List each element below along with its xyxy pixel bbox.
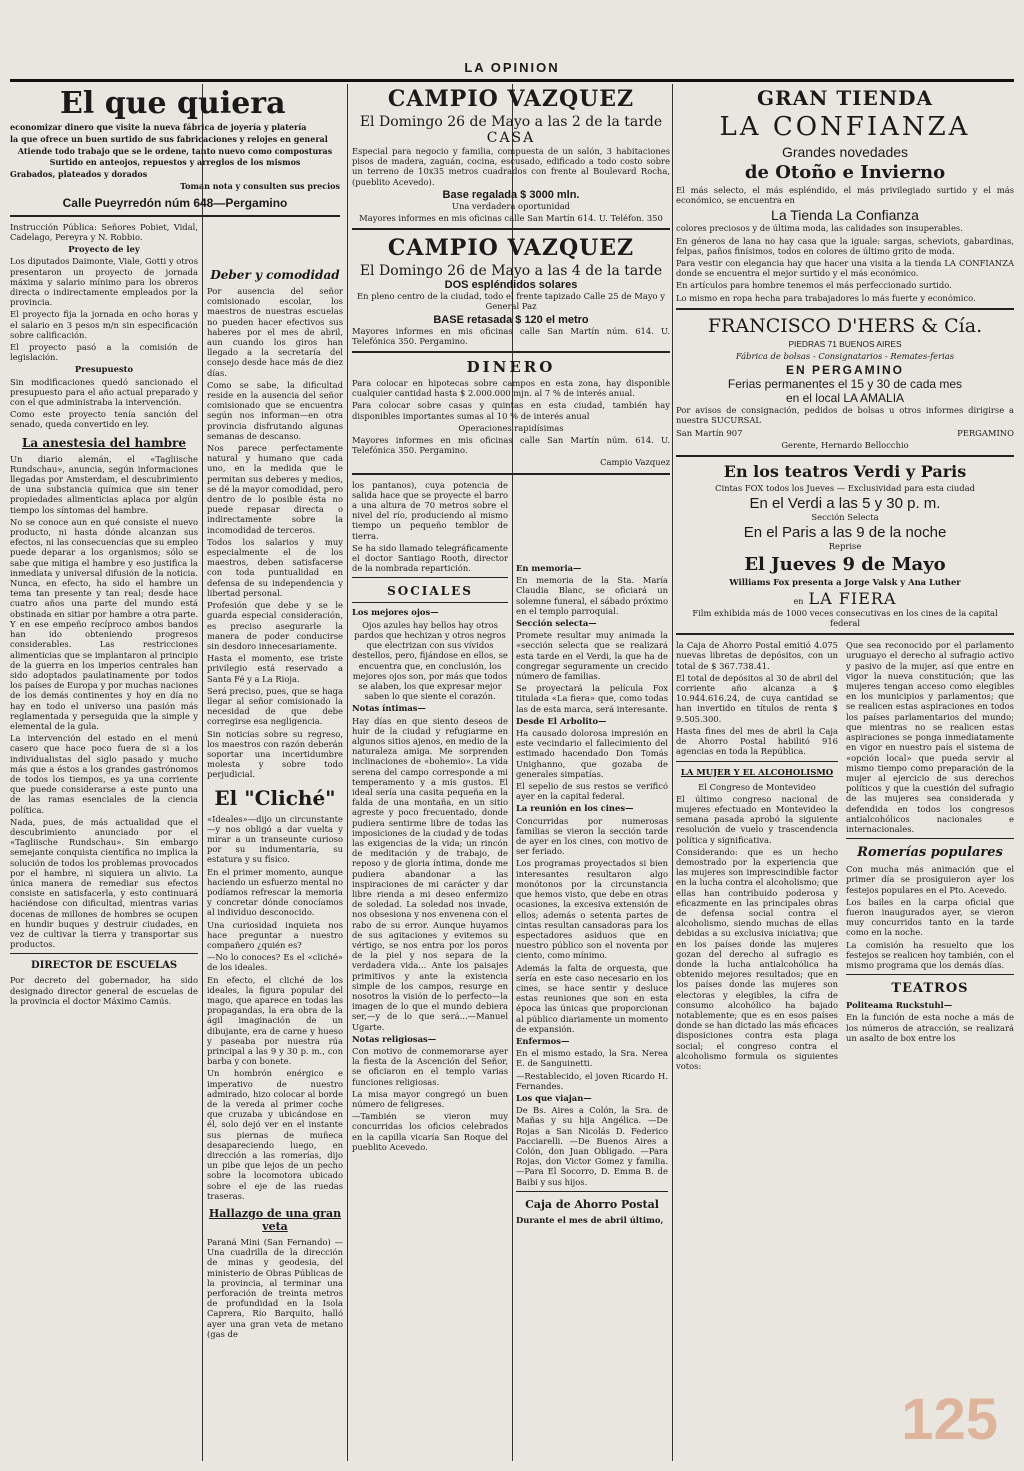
- article-text: Promete resultar muy animada la «sección selecta que se realizará esta tarde en el Verdi, la que ha de congregar seguramente un crecido número de familias.: [516, 630, 668, 682]
- article-text: Se ha sido llamado telegráficamente el doctor Santiago Rooth, director de la nombrada repartición.: [352, 542, 508, 574]
- ad-text: Mayores informes en mis oficinas calle San Martín 614. U. Teléfon. 350: [359, 213, 663, 224]
- divider: [846, 974, 1014, 975]
- subheading: El Congreso de Montevideo: [698, 781, 816, 792]
- jewelry-ad: [10, 86, 340, 210]
- article-text: Un hombrón enérgico e imperativo de nuestro admirado, hizo colocar al borde de la vereda al primer coche que cruzaba y ubicándose en él, solo dejó ver en el instante sus piernas de muñeca desapareciendo luego, en dirección a las romerías, dijo un pibe que lejos de un pecho sobre la locomotora ubicado sobre el eje de las ruedas traseras.: [207, 1068, 343, 1201]
- article-text: «Ideales»—dijo un circunstante—y nos obligó a dar vuelta y mirar a un transeunte curioso por su indumentaria, su estatura y su físico.: [207, 813, 343, 865]
- ad-subtitle: CASA: [486, 130, 536, 146]
- subheading: Sección selecta—: [516, 618, 597, 629]
- article-text: En el primer momento, aunque haciendo un esfuerzo mental no podíamos refrescar la memoria y concretar dónde conocíamos al individuo desconocido.: [207, 866, 343, 918]
- divider: [352, 577, 508, 578]
- ad-date: El Domingo 26 de Mayo a las 4 de la tarde: [359, 263, 663, 280]
- article-text: —También se vieron muy concurridas los oficios celebrados en la capilla vicaría San Roque del pueblito Acevedo.: [352, 1111, 508, 1152]
- subheading: La reunión en los cines—: [516, 803, 634, 814]
- article-text: Que sea reconocido por el parlamento uruguayo el derecho al sufragio activo y pasivo de la mujer, así que entre en vigor la nueva constitución; que las mujeres tengan acceso como elegibles en los municipios y parlamentos; que se realicen estas aspiraciones en todos los países parlamentarios del mundo; que mientras no se realicen estas aspiraciones se ponga inmediatamente en vigor en nuestro país el sistema de «opción local» que pueda servir al mismo tiempo como preparación de la mujer al ejercicio de sus derechos políticos y que la cuestión del sufragio de las mujeres sea considerada y defendida en todos los congresos antialcohólicos nacionales e internacionales.: [846, 640, 1014, 834]
- ad-store: La Tienda La Confianza: [771, 207, 919, 224]
- ad-film: LA FIERA: [808, 588, 897, 608]
- column-divider: [347, 84, 348, 1461]
- ad-text: Cintas FOX todos los Jueves — Exclusividad para esta ciudad: [715, 483, 975, 494]
- subheading: Politeama Ruckstuhl—: [846, 1000, 953, 1011]
- article-text: Hasta el momento, ese triste privilegio está reservado a Santa Fé y a La Rioja.: [207, 653, 343, 684]
- article-text: En efecto, el cliché de los ideales, la figura popular del mago, que aparece en todas las propagandas, la era obra de la ágil imaginación de un dibujante, era de carne y hueso y paseaba por nuestra rúa principal a las 9 y 30 p. m., con barba y con bonete.: [207, 974, 343, 1067]
- divider: [352, 228, 670, 230]
- ad-title: FRANCISCO D'HERS & Cía.: [707, 314, 983, 337]
- ad-signature: Campio Vazquez: [600, 457, 670, 468]
- ad-schedule: En el Paris a las 9 de la noche: [743, 524, 947, 542]
- article-text: Todos los salarios y muy especialmente el de los maestros, deben satisfacerse con toda puntualidad en defensa de su independencia y libertad personal.: [207, 536, 343, 598]
- article-text: Hay días en que siento deseos de huir de la ciudad y refugiarme en algunos sitios ajenos, en medio de la naturaleza amiga. Me sorprenden inclinaciones de «bohemio». La vida serena del campo corresponde a mi temperamento y a mis gustos. El ideal sería una casita pequeña en la falda de una montaña, en un sitio agreste y poco frecuentado, donde pudiera sentirme libre de todas las imposiciones de la ciudad y de todas las exigencias de la vida; un rincón de meditación y de trabajo, de reposo y de gloria íntima, donde me pudiera abandonar a las inspiraciones de mi carácter y dar libre rienda a mi deseo enfermizo de soledad. La soledad nos invade, nos obsesiona y nos envenena con el rabo de su error. Aunque huyamos de sus agitaciones y evitemos su vértigo, se nos entra por los poros de la piel y nos separa de la verdadera vida... Ante los paisajes primitivos y ante la existencia simple de los campos, resurge en nosotros la visión de lo perfecto—la imagen de lo que el mundo debiera ser,—y de lo que será...—Manuel Ugarte.: [352, 715, 508, 1032]
- article-text: Profesión que debe y se le guarda especial consideración, es preciso asegurarle la manera de poder conducirse sin desdoro innecesariamente.: [207, 600, 343, 651]
- ad-footer: [676, 428, 1014, 440]
- ad-text: colores preciosos y de última moda, las calidades son insuperables.: [676, 223, 963, 234]
- article-text: En el mismo estado, la Sra. Nerea E. de Sanguinetti.: [516, 1048, 668, 1069]
- ad-text: Mayores informes en mis oficinas calle San Martín núm. 614. U. Telefónica 350. Pergamino.: [352, 435, 670, 456]
- subheading: Enfermos—: [516, 1035, 570, 1046]
- ad-schedule: En el Verdi a las 5 y 30 p. m.: [749, 495, 941, 513]
- subheading: Desde El Arbolito—: [516, 715, 607, 726]
- divider: [352, 602, 508, 603]
- subheading: Presupuesto: [74, 364, 134, 375]
- divider: [846, 838, 1014, 839]
- article-title: Deber y comodidad: [210, 268, 340, 282]
- subheading: Notas íntimas—: [352, 703, 426, 714]
- divider: [10, 953, 198, 954]
- article-text: Considerando: que es un hecho demostrado por la experiencia que las mujeres son imprescindible factor en la lucha contra el alcoholismo; que ellas han contribuido poderosa y eficazmente en las principales obras de defensa social contra el alcoholismo, siendo muchas de ellas debidas a su exclusiva iniciativa; que en los países donde las mujeres gozan del derecho al sufragio es donde la lucha antialcohólica ha obtenido mejores resultados; que en los países donde las mujeres son electoras y elegibles, la cifra de consumo alcohólico ha bajado notablemente; que es en esos países donde se han dictado las más eficaces disposiciones contra esta plaga social; el congreso contra el alcoholismo formula os siguientes votos:: [676, 846, 838, 1071]
- ad-title: En los teatros Verdi y Paris: [723, 462, 967, 482]
- article-text: Los programas proyectados si bien interesantes resultaron algo monótonos por la circunstancia que hemos visto, que debe en otras ocasiones, la excesiva extensión de ellos; además o setenta partes de cintas resultan cansadoras para los espectadores asiduos que en nuestro público son el noventa por ciento, como mínimo.: [516, 858, 668, 961]
- section-title: SOCIALES: [387, 584, 473, 599]
- ad-text: Por avisos de consignación, pedidos de bolsas u otros informes dirigirse a nuestra SUCURSAL: [676, 405, 1014, 426]
- article-text: La misa mayor congregó un buen número de feligreses.: [352, 1088, 508, 1110]
- section-title: TEATROS: [891, 981, 969, 997]
- article-text: Concurridas por numerosas familias se vieron la sección tarde de ayer en los cines, con motivo de ser feriado.: [516, 815, 668, 857]
- article-text: Por ausencia del señor comisionado escolar, los maestros de nuestras escuelas no pueden hacer efectivos sus haberes por el mes de abril, aun cuando los giros han llegado a la secretaría del consejo desde hace más de diez días.: [207, 286, 343, 378]
- article-title: El "Cliché": [214, 785, 336, 810]
- article-text: Además la falta de orquesta, que sería en este caso necesario en los cines, se hace sentir y desluce estas reuniones que son en esta época las únicas que proporcionan al público diariamente un momento de expansión.: [516, 962, 668, 1034]
- ad-line: Grabados, plateados y dorados: [10, 169, 148, 180]
- ad-subtitle: DOS espléndidos solares: [444, 279, 578, 292]
- article-title: LA MUJER Y EL ALCOHOLISMO: [680, 767, 834, 778]
- article-text: Se proyectará la película Fox titulada «La fiera» que, como todas las de esta marca, será interesante.: [516, 683, 668, 714]
- article-text: —No lo conoces? Es el «cliché» de los ideales.: [207, 952, 343, 973]
- subheading: Los mejores ojos—: [352, 607, 439, 618]
- two-columns: [676, 640, 1014, 1073]
- article-text: Los bailes en la carpa oficial que fueron inaugurados ayer, se vieron muy concurridos tanto en la tarde como en la noche.: [846, 896, 1014, 938]
- ad-line: Surtido en anteojos, repuestos y arreglos de los mismos: [49, 157, 301, 168]
- article-text: Instrucción Pública: Señores Pobiet, Vidal, Cadelago, Pereyra y N. Robbio.: [10, 221, 198, 242]
- sub-column: [846, 640, 1014, 1073]
- ad-season: de Otoño e Invierno: [744, 162, 946, 183]
- ad-venue: en el local LA AMALIA: [785, 391, 905, 406]
- article-text: Sin modificaciones quedó sancionado el presupuesto para el año actual preparado y con el que administraba la intervención.: [10, 376, 198, 408]
- divider: [352, 351, 670, 353]
- page-number-stamp: 125: [901, 1387, 998, 1452]
- ad-text: Gerente, Hernardo Bellocchio: [781, 439, 909, 450]
- article-text: Nada, pues, de más actualidad que el descubrimiento anunciado por el «Tagliische Rundschau». Sin embargo semejante conquista científica no implica la solución de todos los problemas provocados por el hambre, ni siquiera un alivio. La única manera de remediar sus efectos consiste en satisfacerla, y esto continuará haciéndose con dificultad, mientras varias docenas de millones de hombres se ocupen en hundir buques y destruir ciudades, en vez de cultivar la tierra y transportar sus productos.: [10, 816, 198, 950]
- subheading: Proyecto de ley: [68, 244, 140, 255]
- ad-address: Calle Pueyrredón núm 648—Pergamino: [62, 195, 288, 210]
- divider: [676, 455, 1014, 457]
- article-text: Hasta fines del mes de abril la Caja de Ahorro Postal habilitó 916 agencias en toda la República.: [676, 725, 838, 757]
- article-text: Paraná Mini (San Fernando) — Una cuadrilla de la dirección de minas y geodesia, del ministerio de Obras Públicas de la provincia, al terminar una perforación de treinta metros de profundidad en la Isola Caprera, Río Barquito, halló ayer una gran veta de metano (gas de: [207, 1237, 343, 1339]
- subheading: Notas religiosas—: [352, 1033, 437, 1044]
- article-text: El total de depósitos al 30 de abril del corriente año alcanza a $ 10.944.616.24, de cuya cantidad se han invertido en títulos de renta $ 9.505.300.: [676, 672, 838, 724]
- article-title: La anestesia del hambre: [21, 435, 187, 450]
- article-text: Nos parece perfectamente natural y humano que cada uno, en la medida que le permitan sus deberes y medios, se dé la mayor comodidad, pero dentro de lo posible ésta no puede repasar directa o indirectamente sobre la incomodidad de terceros.: [207, 443, 343, 535]
- article-text: —Restablecido, el joven Ricardo H. Fernandes.: [516, 1070, 668, 1091]
- ad-line: Toman nota y consulten sus precios: [180, 180, 340, 191]
- poem: Ojos azules hay bellos hay otros pardos que hechizan y otros negros que electrizan con sus vívidos destellos, pero, fijándose en ellos, se encuentra que, en conclusión, los mejores ojos son, por más que todos se alaben, los que expresar mejor saben lo que siente el corazón.: [352, 619, 508, 702]
- article-text: Será preciso, pues, que se haga llegar al señor comisionado la necesidad de que debe corregirse esa negligencia.: [207, 685, 343, 727]
- ad-text: Reprise: [828, 541, 862, 552]
- ad-text: Mayores informes en mis oficinas calle San Martín núm. 614. U. Telefónica 350. Pergamino.: [352, 325, 670, 346]
- subheading: Los que viajan—: [516, 1092, 592, 1103]
- article-text: No se conoce aun en qué consiste el nuevo producto, ni hasta dónde alcanzan sus efectos, ni las consecuencias que su empleo puede deparar a los organismos; sólo se sabe que mitiga el hambre y eso justifica la inmediata y universal difusión de la noticia. Nunca, en efecto, ha sido el hambre un tema tan presente y tan real; desde hace cuatro años una parte del mundo está obstinada en sitiar por hambre a otra parte. Y en ese empeño recíproco ambos bandos han ido obteniendo progresos considerables. Las restricciones alimenticias que se implantaron al principio de la guerra en los imperios centrales han sido adoptados paulatinamente por todos los países de Europa y por muchas naciones de los demás continentes y hoy en día no hay en todo el universo una pasión más reglamentada y perseguida que la simple y elemental de la gula.: [10, 516, 198, 731]
- ad-title: El que quiera: [60, 86, 286, 121]
- ad-line: Atiende todo trabajo que se le ordene, tanto nuevo como composturas: [17, 145, 333, 156]
- column-4: [516, 563, 668, 1461]
- top-rule: [10, 79, 1014, 82]
- ad-title: GRAN TIENDA: [756, 86, 934, 110]
- article-text: los pantanos), cuya potencia de salida hace que se proyecte el barro a una altura de 70 metros sobre el nivel del río, produciendo al mismo tiempo un pequeño temblor de tierra.: [352, 479, 508, 541]
- ad-text: En artículos para hombre tenemos el más perfeccionado surtido.: [676, 280, 952, 291]
- ad-text: Especial para negocio y familia, compuesta de un salón, 3 habitaciones pisos de madera, zaguán, cocina, escusado, edificado a todo costo sobre un terreno de 10x35 metros cuadrados con frente al Boulevard Rocha, (pueblito Acevedo).: [352, 146, 670, 187]
- ad-price: BASE retasada $ 120 el metro: [433, 313, 589, 326]
- ad-text: Una verdadera oportunidad: [451, 200, 571, 211]
- article-text: Por decreto del gobernador, ha sido designado director general de escuelas de la provincia el doctor Máximo Camús.: [10, 975, 198, 1006]
- column-divider: [202, 84, 203, 1461]
- ad-text: Operaciones rapidísimas: [458, 422, 564, 433]
- article-title: Hallazgo de una gran veta: [208, 1207, 342, 1234]
- ad-subtitle: Grandes novedades: [781, 144, 909, 160]
- ad-text: PIEDRAS 71 BUENOS AIRES: [788, 338, 902, 349]
- ad-title: CAMPIO VAZQUEZ: [387, 235, 635, 262]
- article-text: la Caja de Ahorro Postal emitió 4.075 nuevas libretas de depósitos, con un total de $ 367.738.41.: [676, 640, 838, 671]
- divider: [516, 1191, 668, 1192]
- ad-text: PERGAMINO: [957, 427, 1014, 438]
- article-text: El proyecto fija la jornada en ocho horas y el salario en 3 pesos m/n sin especificación sobre calificación.: [10, 309, 198, 340]
- divider: [676, 308, 1014, 310]
- ad-price: Base regalada $ 3000 mln.: [442, 188, 580, 201]
- article-text: La comisión ha resuelto que los festejos se realicen hoy también, con el mismo programa que los demás días.: [846, 939, 1014, 970]
- sub-column: [676, 640, 838, 1073]
- article-title: Romerías populares: [857, 845, 1003, 861]
- ad-title: CAMPIO VAZQUEZ: [387, 86, 635, 112]
- ad-text: San Martín 907: [676, 427, 743, 438]
- column-5: [676, 84, 1014, 1461]
- ad-text: Fábrica de bolsas - Consignatarios - Remates-ferias: [735, 351, 955, 362]
- article-text: El proyecto pasó a la comisión de legislación.: [10, 342, 198, 363]
- column-divider: [672, 84, 673, 1461]
- article-text: El sepelio de sus restos se verificó ayer en la capital federal.: [516, 781, 668, 802]
- ad-text: Williams Fox presenta a Jorge Valsk y Ana Luther: [729, 576, 961, 587]
- article-text: Ha causado dolorosa impresión en este vecindario el fallecimiento del estimado hacendado Don Tomás Unighanno, que gozaba de generales simpatías.: [516, 728, 668, 779]
- ad-text: El más selecto, el más espléndido, el más privilegiado surtido y el más económico, se encuentra en: [676, 185, 1014, 206]
- article-title: DIRECTOR DE ESCUELAS: [30, 960, 178, 972]
- ad-title: DINERO: [466, 358, 556, 377]
- ad-text: En pleno centro de la ciudad, todo el frente tapizado Calle 25 de Mayo y General Paz: [357, 291, 665, 312]
- article-text: Con motivo de conmemorarse ayer la fiesta de la Ascención del Señor, se oficiaron en el templo varias funciones religiosas.: [352, 1046, 508, 1087]
- ad-date: El Domingo 26 de Mayo a las 2 de la tarde: [359, 114, 663, 130]
- article-text: Sin noticias sobre su regreso, los maestros con razón deberán soportar una incertidumbre molesta y sobre todo perjudicial.: [207, 728, 343, 780]
- ad-text: en: [793, 596, 804, 606]
- divider: [10, 215, 340, 217]
- ad-fairs: Ferias permanentes el 15 y 30 de cada mes: [727, 377, 963, 392]
- ad-text: Lo mismo en ropa hecha para trabajadores lo más fuerte y económico.: [676, 292, 976, 303]
- ad-text: Para colocar sobre casas y quintas en esta ciudad, también hay disponibles importantes sumas al 10 % de interés anual: [352, 400, 670, 421]
- ad-line: economizar dinero que visite la nueva fábrica de joyería y platería: [10, 122, 307, 132]
- article-text: Un diario alemán, el «Tagliische Rundschau», anuncia, según informaciones llegadas por Amsterdam, el descubrimiento de una substancia química que sin tener propiedades alimenticias aplaca por algún tiempo los síntomas del hambre.: [10, 453, 198, 515]
- ad-text: En géneros de lana no hay casa que la iguale: sargas, scheviots, gabardinas, felpas, paños finísimos, todos en colores de último grito de moda.: [676, 235, 1014, 256]
- article-text: En memoria de la Sta. María Claudia Blanc, se oficiará un solemne funeral, el sábado próximo en el templo parroquial.: [516, 575, 668, 616]
- ad-date: El Jueves 9 de Mayo: [744, 553, 946, 575]
- sub-column: [352, 480, 508, 1152]
- article-title: Caja de Ahorro Postal: [525, 1197, 659, 1211]
- ad-film-line: [676, 589, 1014, 608]
- divider: [676, 633, 1014, 635]
- article-text: Como este proyecto tenía sanción del senado, queda convertido en ley.: [10, 409, 198, 430]
- article-text: Como se sabe, la dificultad reside en la ausencia del señor comisionado que se encuentra según nos informan—en otra provincia disfrutando algunas semanas de descanso.: [207, 379, 343, 441]
- article-text: Durante el mes de abril último,: [516, 1214, 664, 1225]
- article-text: Con mucha más animación que el primer día se prosiguieron ayer los festejos populares en el Pto. Acevedo.: [846, 864, 1014, 895]
- ad-text: Para colocar en hipotecas sobre campos en esta zona, hay disponible cualquier cantidad hasta $ 2.000.000 mjn. al 7 % de interés anual.: [352, 378, 670, 399]
- article-text: Los diputados Daimonte, Viale, Gotti y otros presentaron un proyecto de jornada máxima y salario mínimo para los obreros directa o indirectamente empleados por la provincia.: [10, 256, 198, 308]
- column-2: [207, 262, 343, 1461]
- article-text: El último congreso nacional de mujeres efectuado en Montevideo la semana pasada aprobó la siguiente resolución de vuelo y trascendencia política y significativa.: [676, 793, 838, 845]
- article-text: De Bs. Aires a Colón, la Sra. de Mañas y su hija Angélica. —De Rojas a San Nicolás D. Federico Pacciarelli. —De Buenos Aires a Colón, don Juan Obligado. —Para Rojas, don Victor Gomez y familia. —Para El Socorro, D. Emma B. de Baibi y sus hijos.: [516, 1105, 668, 1187]
- subheading: En memoria—: [516, 563, 582, 573]
- article-text: En la función de esta noche a más de los números de atracción, se realizará un asalto de box entre los: [846, 1012, 1014, 1043]
- ad-text: Sección Selecta: [811, 512, 879, 523]
- ad-line: la que ofrece un buen surtido de sus fabricaciones y relojes en general: [10, 133, 328, 144]
- divider: [352, 473, 670, 475]
- article-text: Una curiosidad inquieta nos hace preguntar a nuestro compañero ¿quién es?: [207, 919, 343, 950]
- masthead: LA OPINION: [464, 60, 560, 75]
- divider: [676, 761, 838, 762]
- store-name: LA CONFIANZA: [719, 112, 971, 142]
- ad-city: EN PERGAMINO: [785, 363, 904, 378]
- ad-text: Para vestir con elegancia hay que hacer una visita a la tienda LA CONFIANZA donde se encuentra el mejor surtido y el más económico.: [676, 258, 1014, 279]
- ad-text: Film exhibida más de 1000 veces consecutivas en los cines de la capital federal: [692, 607, 998, 629]
- article-text: La intervención del estado en el menú casero que hace poco fuera de si a los individualistas del siglo pasado y mucho más que a éstos a los grandes gastrónomos de todos los tiempos, es ya una corriente que puede considerarse a este punto una de las ramas esenciales de la ciencia política.: [10, 733, 198, 815]
